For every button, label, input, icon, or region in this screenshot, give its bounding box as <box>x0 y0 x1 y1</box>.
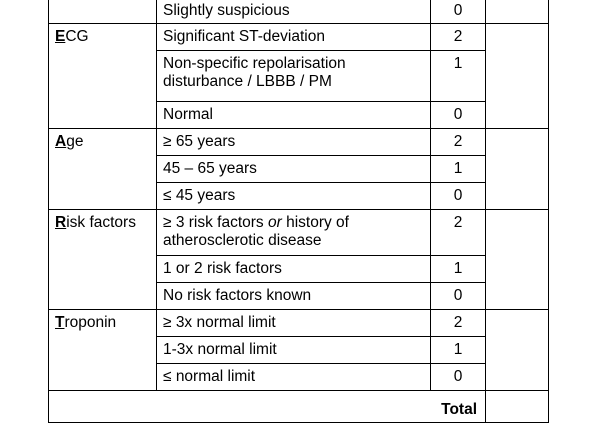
criterion-text: ≥ 3 risk factors <box>163 214 268 231</box>
points-cell: 2 <box>431 24 486 51</box>
heart-score-table <box>48 0 549 423</box>
criterion-cell: Non-specific repolarisation disturbance / LBBB / PM <box>157 51 431 102</box>
total-label: Total <box>441 401 477 418</box>
category-cell-history <box>49 0 157 24</box>
points-cell: 1 <box>431 156 486 183</box>
criterion-cell: 1 or 2 risk factors <box>157 256 431 283</box>
category-cell-age <box>49 129 157 210</box>
points-cell: 2 <box>431 129 486 156</box>
criterion-cell: Normal <box>157 102 431 129</box>
points-cell: 0 <box>431 0 486 24</box>
points-cell: 1 <box>431 256 486 283</box>
category-label: roponin <box>64 314 117 331</box>
category-initial: R <box>55 214 67 231</box>
category-initial: A <box>55 133 67 150</box>
criterion-cell: ≥ 3x normal limit <box>157 310 431 337</box>
points-cell: 0 <box>431 364 486 391</box>
score-cell <box>486 0 549 24</box>
criterion-cell: 45 – 65 years <box>157 156 431 183</box>
points-cell: 1 <box>431 51 486 102</box>
category-initial: T <box>55 314 65 331</box>
points-cell: 2 <box>431 310 486 337</box>
score-cell <box>486 129 549 210</box>
table-row <box>49 210 549 256</box>
points-cell: 2 <box>431 210 486 256</box>
category-cell-troponin <box>49 310 157 391</box>
score-cell <box>486 310 549 391</box>
table-row <box>49 24 549 51</box>
category-label: CG <box>65 28 89 45</box>
criterion-cell: ≥ 65 years <box>157 129 431 156</box>
table-row <box>49 0 549 24</box>
score-cell <box>486 24 549 129</box>
points-cell: 0 <box>431 102 486 129</box>
table-row <box>49 310 549 337</box>
category-label: ge <box>66 133 84 150</box>
points-cell: 1 <box>431 337 486 364</box>
table-row <box>49 129 549 156</box>
category-cell-risk-factors <box>49 210 157 310</box>
category-cell-ecg <box>49 24 157 129</box>
score-cell <box>486 210 549 310</box>
total-row <box>49 391 549 423</box>
total-score-cell <box>486 391 549 423</box>
criterion-text-italic: or <box>267 214 282 231</box>
criterion-cell: Significant ST-deviation <box>157 24 431 51</box>
points-cell: 0 <box>431 183 486 210</box>
category-label: isk factors <box>66 214 136 231</box>
criterion-cell: 1-3x normal limit <box>157 337 431 364</box>
criterion-cell: Slightly suspicious <box>157 0 431 24</box>
criterion-cell: ≤ 45 years <box>157 183 431 210</box>
category-initial: E <box>55 28 66 45</box>
criterion-cell <box>157 210 431 256</box>
criterion-text: history of atherosclerotic disease <box>163 214 349 249</box>
points-cell: 0 <box>431 283 486 310</box>
criterion-cell: No risk factors known <box>157 283 431 310</box>
total-label-cell <box>49 391 486 423</box>
criterion-cell: ≤ normal limit <box>157 364 431 391</box>
